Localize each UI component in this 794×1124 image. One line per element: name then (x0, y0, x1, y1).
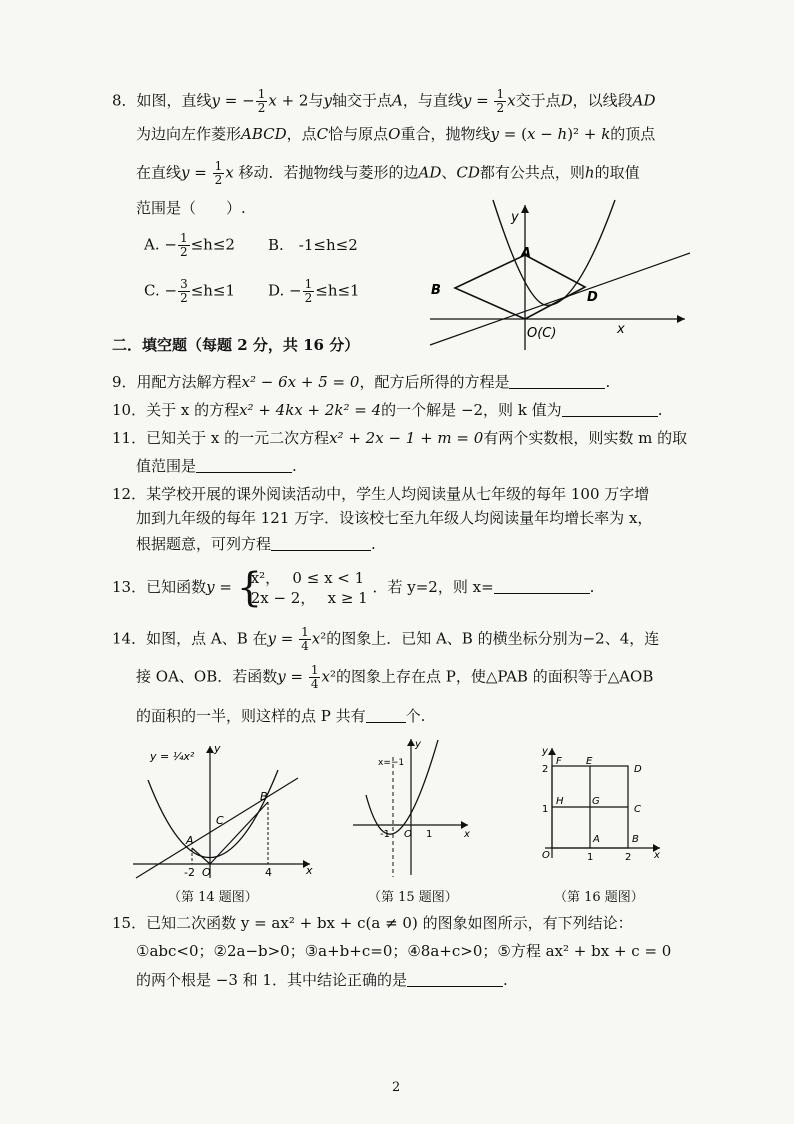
q8-figure (425, 195, 695, 355)
q8-rhombus (455, 255, 585, 319)
q12-line2: 加到九年级的每年 121 万字．设该校七至九年级人均阅读量年均增长率为 x， (136, 509, 653, 527)
q8-line1: 8．如图，直线y = − $\frac{1}{2}$ x + 2与y轴交于点A，与直线y = $\frac{1}{2}$ x交于点D，以线段AD (112, 87, 656, 115)
svg-text:y: y (214, 742, 221, 755)
q8-line3: 在直线y = $\frac{1}{2}$ x 移动．若抛物线与菱形的边AD、CD都有公共点，则h的取值 (136, 159, 640, 187)
q8-label-a: A (521, 246, 532, 261)
q14-line2: 接 OA、OB．若函数y = $\frac{1}{4}$ x²的图象上存在点 P，使△PAB 的面积等于△AOB (136, 663, 654, 691)
svg-text:1: 1 (426, 829, 433, 840)
q15-line2: ①abc<0；②2a−b>0；③a+b+c=0；④8a+c>0；⑤方程 ax² + bx + c = 0 (136, 942, 672, 960)
svg-text:A: A (593, 834, 600, 845)
q12-line1: 12．某学校开展的课外阅读活动中，学生人均阅读量从七年级的每年 100 万字增 (112, 485, 650, 503)
q8-label-o: O(C) (527, 326, 557, 341)
fig14-func-label: y = ¼x² (150, 750, 195, 763)
svg-text:E: E (586, 756, 593, 767)
q13: 13．已知函数y = { x²， 0 ≤ x < 1 2x − 2， x ≥ 1 ．若 y=2，则 x= . (112, 565, 595, 611)
svg-text:H: H (556, 796, 564, 807)
q14-answer-blank[interactable] (366, 708, 406, 723)
q8-line4: 范围是（ ）. (136, 199, 246, 217)
q8-label-b: B (431, 283, 441, 298)
fig14-ob (210, 802, 268, 864)
svg-text:B: B (260, 790, 268, 803)
q9-answer-blank[interactable] (509, 374, 605, 389)
fig16-caption: （第 16 题图） (554, 890, 644, 905)
q8-option-b: B. -1≤h≤2 (268, 236, 358, 254)
q8-option-a: A. − $\frac{1}{2}$ ≤h≤2 (144, 231, 235, 259)
q8-label-x: x (617, 322, 625, 337)
q8-line-half-x (430, 253, 690, 345)
fig14-parabola (148, 770, 278, 858)
q8-label-d: D (587, 290, 598, 305)
section-2-title: 二．填空题（每题 2 分，共 16 分） (112, 336, 360, 354)
svg-text:1: 1 (587, 852, 594, 863)
svg-text:x: x (654, 850, 660, 861)
q15-answer-blank[interactable] (407, 972, 503, 987)
svg-text:2: 2 (625, 852, 632, 863)
q8-option-c: C. − $\frac{3}{2}$ ≤h≤1 (144, 277, 236, 305)
q8-label-y: y (511, 210, 519, 225)
q13-piecewise: { x²， 0 ≤ x < 1 2x − 2， x ≥ 1 (236, 565, 368, 611)
svg-text:1: 1 (542, 804, 549, 815)
q13-answer-blank[interactable] (494, 579, 590, 594)
fig14-caption: （第 14 题图） (168, 890, 258, 905)
svg-text:x: x (306, 864, 313, 877)
q9: 9．用配方法解方程x² − 6x + 5 = 0，配方后所得的方程是 . (112, 373, 611, 391)
q11-line1: 11．已知关于 x 的一元二次方程x² + 2x − 1 + m = 0有两个实数根，则实数 m 的取 (112, 429, 688, 447)
svg-text:-1: -1 (380, 829, 390, 840)
q8-line2: 为边向左作菱形ABCD，点C恰与原点O重合，抛物线y = (x − h)² + k的顶点 (136, 125, 656, 143)
svg-text:C: C (634, 804, 641, 815)
svg-text:y: y (542, 746, 548, 757)
q15-line1: 15．已知二次函数 y = ax² + bx + c(a ≠ 0) 的图象如图所示，有下列结论： (112, 914, 633, 932)
svg-text:F: F (556, 756, 562, 767)
svg-text:-2: -2 (184, 866, 195, 879)
svg-text:x=−1: x=−1 (378, 758, 405, 768)
fig15-parabola (366, 740, 438, 834)
q12-line3: 根据题意，可列方程 . (136, 535, 376, 553)
fig16 (530, 742, 665, 864)
svg-text:B: B (632, 834, 639, 845)
svg-text:O: O (542, 850, 550, 861)
fig14-line-ab (136, 778, 298, 878)
q8-option-d: D. − $\frac{1}{2}$ ≤h≤1 (268, 277, 360, 305)
svg-text:D: D (634, 764, 642, 775)
svg-text:O: O (404, 829, 412, 840)
fig15-caption: （第 15 题图） (368, 890, 458, 905)
fig14 (128, 740, 318, 880)
q14-line1: 14．如图，点 A、B 在y = $\frac{1}{4}$ x²的图象上．已知 A、B 的横坐标分别为−2、4，连 (112, 625, 660, 653)
svg-text:x: x (464, 829, 470, 840)
svg-text:A: A (186, 834, 194, 847)
q10: 10．关于 x 的方程x² + 4kx + 2k² = 4的一个解是 −2，则 k 值为 . (112, 401, 663, 419)
page-number: 2 (392, 1080, 401, 1095)
fig15 (348, 735, 473, 880)
svg-text:G: G (592, 796, 600, 807)
q15-line3: 的两个根是 −3 和 1．其中结论正确的是 . (136, 971, 508, 989)
svg-text:y: y (415, 739, 421, 750)
q11-answer-blank[interactable] (196, 458, 292, 473)
q11-line2: 值范围是 . (136, 457, 297, 475)
svg-text:4: 4 (265, 866, 272, 879)
fig14-oa (192, 848, 210, 864)
q12-answer-blank[interactable] (271, 536, 371, 551)
svg-text:2: 2 (542, 764, 549, 775)
svg-text:O: O (202, 866, 211, 879)
svg-text:C: C (216, 814, 224, 827)
q14-line3: 的面积的一半，则这样的点 P 共有 个. (136, 707, 426, 725)
q10-answer-blank[interactable] (562, 402, 658, 417)
